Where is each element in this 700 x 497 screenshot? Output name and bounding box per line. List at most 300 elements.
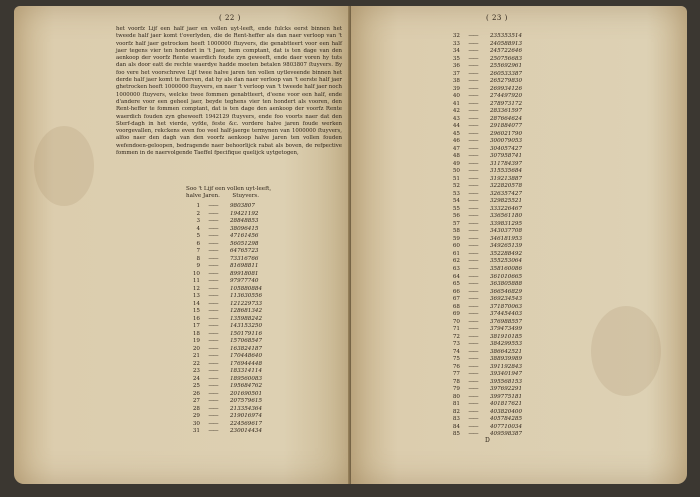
stuyvers-value: 9803807	[230, 203, 255, 209]
table-row	[180, 308, 262, 316]
stuyvers-value: 322820578	[490, 183, 523, 190]
row-dash: ——	[468, 100, 478, 107]
stuyvers-value: 283361597	[490, 108, 523, 115]
table-row	[440, 356, 522, 364]
stuyvers-value: 128681342	[230, 308, 263, 315]
table-row	[440, 176, 522, 184]
stuyvers-value: 278973172	[490, 100, 523, 107]
stuyvers-value: 358160086	[490, 265, 523, 272]
column-header-stuyvers: Stuyvers.	[232, 193, 260, 199]
half-year-number: 4	[196, 225, 200, 232]
stuyvers-value: 73316766	[230, 255, 259, 262]
row-dash: ——	[468, 183, 478, 190]
table-row	[440, 78, 522, 86]
table-row	[180, 413, 262, 421]
table-row	[440, 416, 522, 424]
stuyvers-value: 81698811	[230, 263, 259, 270]
table-row	[440, 116, 522, 124]
table-row	[180, 353, 262, 361]
row-dash: ——	[208, 218, 218, 225]
row-dash: ——	[468, 341, 478, 348]
half-year-number: 46	[452, 138, 460, 145]
half-year-number: 61	[452, 250, 460, 257]
row-dash: ——	[468, 138, 478, 145]
half-year-number: 41	[452, 100, 460, 107]
row-dash: ——	[208, 420, 218, 427]
row-dash: ——	[208, 428, 218, 435]
half-year-number: 75	[452, 356, 460, 363]
column-header-halve-jaren: halve Jaren.	[186, 193, 220, 199]
row-dash: ——	[468, 55, 478, 62]
row-dash: ——	[468, 326, 478, 333]
row-dash: ——	[208, 255, 218, 262]
row-dash: ——	[468, 416, 478, 423]
table-row	[440, 33, 522, 41]
stuyvers-value: 47161456	[230, 233, 259, 240]
row-dash: ——	[468, 408, 478, 415]
table-row	[440, 108, 522, 116]
half-year-number: 26	[192, 390, 200, 397]
row-dash: ——	[208, 203, 218, 209]
table-row	[180, 421, 262, 429]
half-year-number: 69	[452, 311, 460, 318]
row-dash: ——	[208, 405, 218, 412]
half-year-number: 76	[452, 363, 460, 370]
table-row	[440, 289, 522, 297]
stuyvers-value: 329825521	[490, 198, 523, 205]
half-year-number: 63	[452, 265, 460, 272]
table-row	[180, 376, 262, 384]
stuyvers-value: 64765723	[230, 248, 259, 255]
table-row	[180, 406, 262, 414]
stuyvers-value: 363805888	[490, 281, 523, 288]
table-row	[180, 391, 262, 399]
row-dash: ——	[468, 258, 478, 265]
row-dash: ——	[208, 248, 218, 255]
row-dash: ——	[468, 108, 478, 115]
half-year-number: 43	[452, 115, 460, 122]
half-year-number: 33	[452, 40, 460, 47]
row-dash: ——	[208, 360, 218, 367]
stuyvers-value: 300079053	[490, 138, 523, 145]
stuyvers-value: 307958741	[490, 153, 523, 160]
stuyvers-value: 379473499	[490, 326, 523, 333]
row-dash: ——	[468, 386, 478, 393]
stuyvers-value: 274497920	[490, 93, 523, 100]
half-year-number: 53	[452, 190, 460, 197]
half-year-number: 65	[452, 281, 460, 288]
half-year-number: 77	[452, 371, 460, 378]
row-dash: ——	[468, 431, 478, 438]
table-row	[440, 123, 522, 131]
stuyvers-value: 399775181	[490, 393, 523, 400]
table-row	[180, 368, 262, 376]
stuyvers-value: 403820400	[490, 408, 523, 415]
stuyvers-value: 346181953	[490, 235, 523, 242]
table-row	[440, 341, 522, 349]
stuyvers-value: 407710034	[490, 423, 523, 430]
stuyvers-value: 319213887	[490, 175, 523, 182]
half-year-number: 40	[452, 93, 460, 100]
table-row	[440, 63, 522, 71]
stuyvers-value: 135988242	[230, 315, 263, 322]
stuyvers-value: 176944448	[230, 360, 263, 367]
row-dash: ——	[208, 233, 218, 240]
row-dash: ——	[468, 281, 478, 288]
row-dash: ——	[208, 308, 218, 315]
stuyvers-value: 213354364	[230, 405, 263, 412]
stuyvers-value: 296021790	[490, 130, 523, 137]
stuyvers-value: 97977740	[230, 278, 259, 285]
table-row	[180, 323, 262, 331]
table-row	[180, 286, 262, 294]
table-row	[180, 361, 262, 369]
half-year-number: 11	[192, 278, 200, 285]
half-year-number: 49	[452, 160, 460, 167]
table-row	[180, 233, 262, 241]
stuyvers-value: 386642521	[490, 348, 523, 355]
table-row	[440, 93, 522, 101]
half-year-number: 42	[452, 108, 460, 115]
body-paragraph: het voorfz Lijf een half jaer en vollen uyt-leeft, ende fulcks eerst binnen het tweede half jaer komt t'overlyden, die de Rent-heffer als dan naer verloop van 't voorfz half jaer getrocken heeft 1000000 ſtuyvers, die genabtteert voor een half jaer tegens vier ten hondert in 't Jaer, hem comptant, dat is ten dage van den aenkoop der voorfz Rente waerdich foude zyn geweeft, ende daer voren hy tuts dan als door eatt de rechte waerdye hadde moeten betalen 9803807 ſtuyvers. By foo vere het voorschreve Lijf twee halve jaren ten vollen uytleveende binnen het derde half jaer komt te fterven, dat hy als dan naer verloop van 't eerste half jaer ghetrocken heeft 1000000 ſtuyvers, en naer 't verloop van 't tweede half jaer noch 1000000 ſtuyvers, welcke twee fommen genabtteert, d'eene voor een half, ende d'andere voor een geheel jaer, beyde teghens vier ten hondert als vooren, den Rent-heffer te fommen comptant, dat is ten dage den aenkoop der voorfz Rente waerdich fouden zyn gheweeft 1942129 ſtuyvers, ende foo voorts naer dat den Sterf-dagh in het vierde, vyfde, feste &c. vordere halve jaren foude werken voorgevallen, rekckens even foo veel half-jaerge termynen van 1000000 ſtuyvers, alfoo naer den dagh van den voorfz aenkoop halve jaren ten vollen fouden wefendoen-geloopen, bedragende naer behoorlijck rabat als boven, de refpective fommen in de naervolgende Taeffel fpecifique quelijck uytgetogen,	[116, 26, 343, 157]
half-year-number: 74	[452, 348, 460, 355]
row-dash: ——	[468, 296, 478, 303]
row-dash: ——	[468, 78, 478, 85]
table-row	[440, 258, 522, 266]
row-dash: ——	[468, 393, 478, 400]
row-dash: ——	[468, 371, 478, 378]
half-year-number: 54	[452, 198, 460, 205]
half-year-number: 39	[452, 85, 460, 92]
table-row	[440, 364, 522, 372]
half-year-number: 58	[452, 228, 460, 235]
table-row	[180, 271, 262, 279]
row-dash: ——	[208, 315, 218, 322]
stuyvers-value: 374454403	[490, 311, 523, 318]
half-year-number: 34	[452, 48, 460, 55]
row-dash: ——	[468, 288, 478, 295]
row-dash: ——	[468, 235, 478, 242]
left-page	[14, 6, 351, 484]
half-year-number: 9	[196, 263, 200, 270]
stuyvers-value: 157068547	[230, 338, 263, 345]
stuyvers-value: 381910185	[490, 333, 523, 340]
table-row	[440, 56, 522, 64]
row-dash: ——	[468, 401, 478, 408]
half-year-number: 38	[452, 78, 460, 85]
table-row	[180, 226, 262, 234]
half-year-number: 29	[192, 413, 200, 420]
row-dash: ——	[208, 323, 218, 330]
paper-stain	[591, 306, 661, 396]
stuyvers-value: 105880884	[230, 285, 263, 292]
half-year-number: 20	[192, 345, 200, 352]
half-year-number: 72	[452, 333, 460, 340]
row-dash: ——	[468, 213, 478, 220]
row-dash: ——	[208, 285, 218, 292]
stuyvers-value: 376988557	[490, 318, 523, 325]
row-dash: ——	[468, 265, 478, 272]
stuyvers-value: 201690501	[230, 390, 263, 397]
half-year-number: 2	[196, 210, 200, 217]
row-dash: ——	[468, 48, 478, 55]
table-row	[440, 236, 522, 244]
table-row	[440, 48, 522, 56]
half-year-number: 16	[192, 315, 200, 322]
stuyvers-value: 245722646	[490, 48, 523, 55]
row-dash: ——	[468, 228, 478, 235]
row-dash: ——	[468, 153, 478, 160]
half-year-number: 66	[452, 288, 460, 295]
table-row	[440, 243, 522, 251]
catchword: D	[485, 437, 490, 444]
stuyvers-value: 355253064	[490, 258, 523, 265]
table-row	[440, 334, 522, 342]
half-year-number: 44	[452, 123, 460, 130]
table-row	[440, 274, 522, 282]
half-year-number: 84	[452, 423, 460, 430]
table-row	[180, 346, 262, 354]
row-dash: ——	[468, 145, 478, 152]
row-dash: ——	[208, 300, 218, 307]
half-year-number: 79	[452, 386, 460, 393]
stuyvers-value: 235353514	[490, 33, 523, 39]
row-dash: ——	[468, 378, 478, 385]
row-dash: ——	[468, 303, 478, 310]
half-year-number: 71	[452, 326, 460, 333]
page-number: ( 23 )	[486, 14, 508, 22]
stuyvers-value: 361010665	[490, 273, 523, 280]
table-row	[440, 228, 522, 236]
row-dash: ——	[468, 250, 478, 257]
stuyvers-value: 240588913	[490, 40, 523, 47]
half-year-number: 10	[192, 270, 200, 277]
stuyvers-value: 405784285	[490, 416, 523, 423]
half-year-number: 31	[192, 428, 200, 435]
stuyvers-value: 311784397	[490, 160, 523, 167]
row-dash: ——	[468, 273, 478, 280]
stuyvers-value: 170448640	[230, 353, 263, 360]
half-year-number: 27	[192, 398, 200, 405]
table-row	[180, 398, 262, 406]
row-dash: ——	[468, 356, 478, 363]
stuyvers-value: 269934126	[490, 85, 523, 92]
stuyvers-value: 189560083	[230, 375, 263, 382]
half-year-number: 64	[452, 273, 460, 280]
half-year-number: 15	[192, 308, 200, 315]
row-dash: ——	[208, 338, 218, 345]
half-year-number: 68	[452, 303, 460, 310]
half-year-number: 1	[196, 203, 200, 209]
row-dash: ——	[208, 413, 218, 420]
row-dash: ——	[468, 198, 478, 205]
table-row	[440, 41, 522, 49]
row-dash: ——	[468, 70, 478, 77]
table-row	[440, 371, 522, 379]
stuyvers-value: 326357427	[490, 190, 523, 197]
table-row	[180, 383, 262, 391]
row-dash: ——	[208, 240, 218, 247]
half-year-number: 62	[452, 258, 460, 265]
table-row	[440, 386, 522, 394]
stuyvers-value: 304057427	[490, 145, 523, 152]
paper-stain	[34, 126, 94, 206]
stuyvers-value: 260533387	[490, 70, 523, 77]
table-row	[440, 401, 522, 409]
half-year-number: 12	[192, 285, 200, 292]
table-row	[440, 221, 522, 229]
table-row	[440, 349, 522, 357]
row-dash: ——	[208, 383, 218, 390]
stuyvers-value: 339831295	[490, 220, 523, 227]
half-year-number: 56	[452, 213, 460, 220]
table-column-headers	[186, 193, 271, 200]
row-dash: ——	[468, 40, 478, 47]
stuyvers-value: 183314114	[230, 368, 263, 375]
table-row	[440, 326, 522, 334]
row-dash: ——	[468, 115, 478, 122]
half-year-number: 19	[192, 338, 200, 345]
row-dash: ——	[208, 353, 218, 360]
half-year-number: 47	[452, 145, 460, 152]
row-dash: ——	[468, 175, 478, 182]
stuyvers-value: 393401947	[490, 371, 523, 378]
stuyvers-value: 397692291	[490, 386, 523, 393]
annuity-table-right	[440, 33, 522, 439]
half-year-number: 8	[196, 255, 200, 262]
row-dash: ——	[208, 368, 218, 375]
half-year-number: 30	[192, 420, 200, 427]
half-year-number: 50	[452, 168, 460, 175]
row-dash: ——	[468, 363, 478, 370]
half-year-number: 83	[452, 416, 460, 423]
row-dash: ——	[468, 220, 478, 227]
stuyvers-value: 291884077	[490, 123, 523, 130]
half-year-number: 36	[452, 63, 460, 70]
table-row	[440, 394, 522, 402]
stuyvers-value: 384299553	[490, 341, 523, 348]
stuyvers-value: 143153250	[230, 323, 263, 330]
half-year-number: 35	[452, 55, 460, 62]
row-dash: ——	[468, 311, 478, 318]
table-row	[180, 301, 262, 309]
stuyvers-value: 89918081	[230, 270, 259, 277]
row-dash: ——	[208, 263, 218, 270]
half-year-number: 60	[452, 243, 460, 250]
stuyvers-value: 371870063	[490, 303, 523, 310]
half-year-number: 67	[452, 296, 460, 303]
half-year-number: 55	[452, 205, 460, 212]
half-year-number: 80	[452, 393, 460, 400]
half-year-number: 51	[452, 175, 460, 182]
row-dash: ——	[208, 390, 218, 397]
stuyvers-value: 409598387	[490, 431, 523, 438]
half-year-number: 59	[452, 235, 460, 242]
table-row	[440, 146, 522, 154]
half-year-number: 37	[452, 70, 460, 77]
row-dash: ——	[468, 63, 478, 70]
table-row	[440, 138, 522, 146]
table-row	[180, 428, 262, 436]
stuyvers-value: 287664624	[490, 115, 523, 122]
stuyvers-value: 366546829	[490, 288, 523, 295]
row-dash: ——	[468, 333, 478, 340]
table-row	[440, 71, 522, 79]
half-year-number: 21	[192, 353, 200, 360]
half-year-number: 5	[196, 233, 200, 240]
half-year-number: 82	[452, 408, 460, 415]
half-year-number: 32	[452, 33, 460, 39]
half-year-number: 6	[196, 240, 200, 247]
stuyvers-value: 352288492	[490, 250, 523, 257]
stuyvers-value: 369234543	[490, 296, 523, 303]
half-year-number: 3	[196, 218, 200, 225]
stuyvers-value: 265279830	[490, 78, 523, 85]
stuyvers-value: 56051298	[230, 240, 259, 247]
stuyvers-value: 250756683	[490, 55, 523, 62]
table-row	[440, 161, 522, 169]
stuyvers-value: 391192843	[490, 363, 523, 370]
row-dash: ——	[208, 375, 218, 382]
table-row	[440, 379, 522, 387]
row-dash: ——	[468, 130, 478, 137]
right-page	[351, 6, 687, 484]
table-row	[440, 251, 522, 259]
table-header	[186, 186, 271, 200]
stuyvers-value: 195684762	[230, 383, 263, 390]
table-row	[180, 316, 262, 324]
stuyvers-value: 388939989	[490, 356, 523, 363]
stuyvers-value: 121229733	[230, 300, 263, 307]
stuyvers-value: 224569617	[230, 420, 263, 427]
stuyvers-value: 230014434	[230, 428, 263, 435]
table-row	[440, 304, 522, 312]
table-row	[180, 241, 262, 249]
row-dash: ——	[468, 93, 478, 100]
stuyvers-value: 113630556	[230, 293, 263, 300]
table-row	[440, 296, 522, 304]
stuyvers-value: 343037708	[490, 228, 523, 235]
half-year-number: 45	[452, 130, 460, 137]
table-row	[440, 168, 522, 176]
table-row	[180, 218, 262, 226]
half-year-number: 25	[192, 383, 200, 390]
row-dash: ——	[468, 205, 478, 212]
row-dash: ——	[208, 225, 218, 232]
row-dash: ——	[208, 345, 218, 352]
row-dash: ——	[208, 330, 218, 337]
half-year-number: 48	[452, 153, 460, 160]
table-row	[180, 256, 262, 264]
table-row	[440, 101, 522, 109]
row-dash: ——	[468, 190, 478, 197]
half-year-number: 18	[192, 330, 200, 337]
table-row	[440, 213, 522, 221]
stuyvers-value: 28848853	[230, 218, 259, 225]
row-dash: ——	[208, 210, 218, 217]
row-dash: ——	[468, 348, 478, 355]
table-row	[440, 281, 522, 289]
row-dash: ——	[208, 398, 218, 405]
stuyvers-value: 255692961	[490, 63, 523, 70]
table-row	[440, 206, 522, 214]
row-dash: ——	[208, 270, 218, 277]
row-dash: ——	[468, 160, 478, 167]
row-dash: ——	[468, 423, 478, 430]
half-year-number: 73	[452, 341, 460, 348]
half-year-number: 81	[452, 401, 460, 408]
half-year-number: 24	[192, 375, 200, 382]
